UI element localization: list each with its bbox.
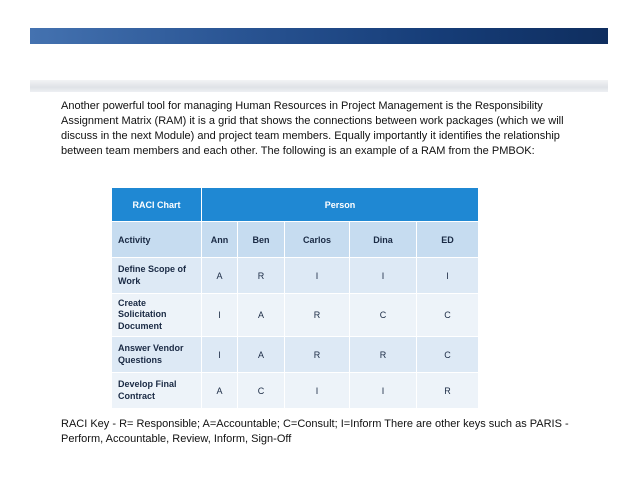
activity-cell: Define Scope of Work [112, 258, 202, 294]
person-column-header: Ben [238, 222, 285, 258]
raci-value-cell: I [202, 337, 238, 373]
person-group-header: Person [202, 188, 479, 222]
raci-value-cell: C [350, 294, 417, 337]
activity-cell: Create Solicitation Document [112, 294, 202, 337]
intro-paragraph: Another powerful tool for managing Human Resources in Project Management is the Responsibility Assignment Matrix (RAM) it is a grid that shows the connections between work packages (which we will discuss in the next Module) and project team members. Equally importantly it identifies the relationship between team members and each other. The following is an example of a RAM from the PMBOK: [61, 100, 564, 157]
table-row [112, 337, 479, 373]
table-row [112, 294, 479, 337]
title-banner-bar [30, 28, 608, 44]
raci-value-cell: I [202, 294, 238, 337]
raci-value-cell: A [202, 258, 238, 294]
raci-value-cell: I [285, 373, 350, 409]
raci-value-cell: A [238, 337, 285, 373]
raci-chart-table [111, 187, 479, 409]
activity-cell: Develop Final Contract [112, 373, 202, 409]
activity-column-header: Activity [112, 222, 202, 258]
table-row [112, 373, 479, 409]
raci-value-cell: R [285, 337, 350, 373]
person-column-header: Carlos [285, 222, 350, 258]
table-column-header-row [112, 222, 479, 258]
raci-value-cell: C [417, 337, 479, 373]
raci-value-cell: C [417, 294, 479, 337]
person-column-header: Dina [350, 222, 417, 258]
table-title-cell: RACI Chart [112, 188, 202, 222]
raci-key-paragraph: RACI Key - R= Responsible; A=Accountable; C=Consult; I=Inform There are other keys such as PARIS - Perform, Accountable, Review, Inform, Sign-Off [61, 418, 569, 445]
raci-value-cell: R [350, 337, 417, 373]
table-row [112, 258, 479, 294]
raci-value-cell: C [238, 373, 285, 409]
raci-value-cell: R [417, 373, 479, 409]
raci-value-cell: A [238, 294, 285, 337]
raci-value-cell: I [417, 258, 479, 294]
person-column-header: ED [417, 222, 479, 258]
raci-value-cell: I [285, 258, 350, 294]
raci-value-cell: I [350, 258, 417, 294]
activity-cell: Answer Vendor Questions [112, 337, 202, 373]
raci-value-cell: R [238, 258, 285, 294]
raci-value-cell: I [350, 373, 417, 409]
title-divider-bar [30, 80, 608, 92]
raci-value-cell: R [285, 294, 350, 337]
table-title-row [112, 188, 479, 222]
person-column-header: Ann [202, 222, 238, 258]
raci-value-cell: A [202, 373, 238, 409]
